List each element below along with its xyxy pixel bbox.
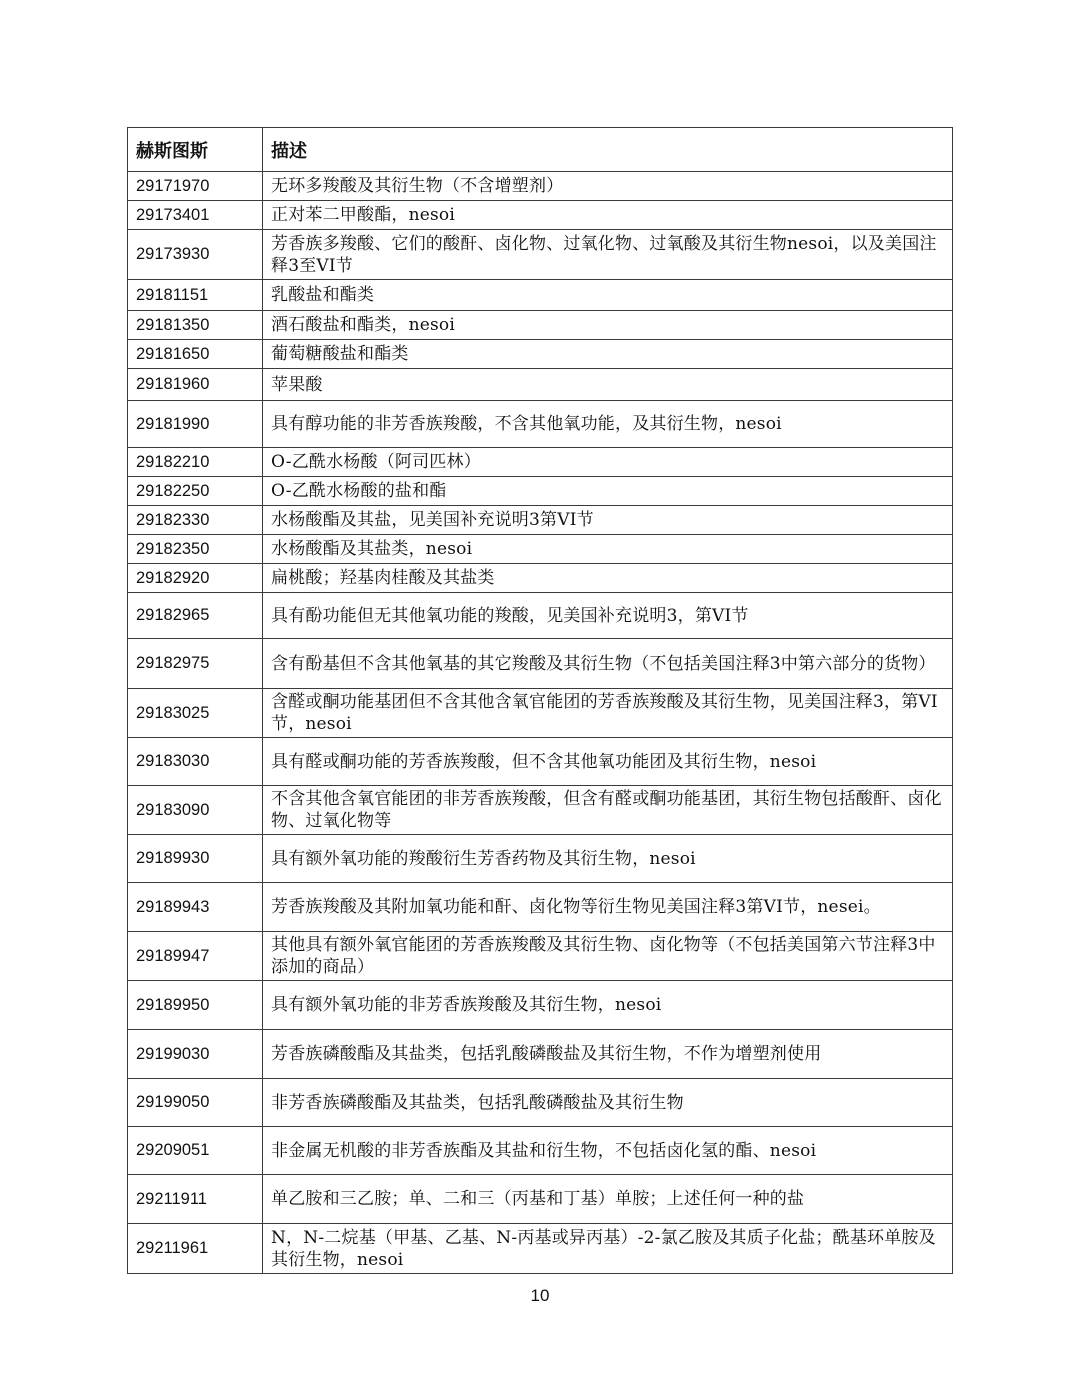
description-cell: 具有额外氧功能的非芳香族羧酸及其衍生物，nesoi <box>263 981 953 1030</box>
hts-code-cell: 29183090 <box>128 786 263 835</box>
hts-code-cell: 29189947 <box>128 932 263 981</box>
description-cell: 非金属无机酸的非芳香族酯及其盐和衍生物，不包括卤化氢的酯、nesoi <box>263 1127 953 1175</box>
hts-code-cell: 29211961 <box>128 1224 263 1274</box>
hts-code-cell: 29182330 <box>128 506 263 535</box>
table-row <box>128 639 953 689</box>
description-cell: 葡萄糖酸盐和酯类 <box>263 340 953 369</box>
description-cell: 其他具有额外氧官能团的芳香族羧酸及其衍生物、卤化物等（不包括美国第六节注释3中添加的商品） <box>263 932 953 981</box>
hts-code-cell: 29182250 <box>128 477 263 506</box>
description-cell: N，N-二烷基（甲基、乙基、N-丙基或异丙基）-2-氯乙胺及其质子化盐；酰基环单胺及其衍生物，nesoi <box>263 1224 953 1274</box>
hts-code-cell: 29189950 <box>128 981 263 1030</box>
hts-code-cell: 29211911 <box>128 1175 263 1224</box>
hts-code-cell: 29199030 <box>128 1030 263 1079</box>
hts-code-cell: 29181960 <box>128 369 263 401</box>
description-cell: 酒石酸盐和酯类，nesoi <box>263 311 953 340</box>
description-cell: 正对苯二甲酸酯，nesoi <box>263 201 953 230</box>
hts-code-cell: 29183030 <box>128 738 263 786</box>
hts-code-table <box>127 127 953 1274</box>
hts-code-cell: 29181151 <box>128 280 263 311</box>
table-row <box>128 981 953 1030</box>
table-row <box>128 535 953 564</box>
description-cell: O-乙酰水杨酸（阿司匹林） <box>263 448 953 477</box>
description-cell: 水杨酸酯及其盐，见美国补充说明3第VI节 <box>263 506 953 535</box>
description-cell: 水杨酸酯及其盐类，nesoi <box>263 535 953 564</box>
description-cell: 扁桃酸；羟基肉桂酸及其盐类 <box>263 564 953 593</box>
description-cell: 芳香族磷酸酯及其盐类，包括乳酸磷酸盐及其衍生物，不作为增塑剂使用 <box>263 1030 953 1079</box>
hts-code-cell: 29182975 <box>128 639 263 689</box>
header-hts-code: 赫斯图斯 <box>128 128 263 172</box>
table-row <box>128 230 953 280</box>
description-cell: 不含其他含氧官能团的非芳香族羧酸，但含有醛或酮功能基团，其衍生物包括酸酐、卤化物、过氧化物等 <box>263 786 953 835</box>
table-row <box>128 506 953 535</box>
hts-code-cell: 29183025 <box>128 689 263 738</box>
table-row <box>128 1030 953 1079</box>
table-row <box>128 883 953 932</box>
table-row <box>128 401 953 448</box>
hts-code-cell: 29182965 <box>128 593 263 639</box>
description-cell: 含醛或酮功能基团但不含其他含氧官能团的芳香族羧酸及其衍生物，见美国注释3，第VI节，nesoi <box>263 689 953 738</box>
hts-code-cell: 29181350 <box>128 311 263 340</box>
table-row <box>128 932 953 981</box>
description-cell: 具有酚功能但无其他氧功能的羧酸，见美国补充说明3，第VI节 <box>263 593 953 639</box>
table-row <box>128 738 953 786</box>
description-cell: 苹果酸 <box>263 369 953 401</box>
hts-code-cell: 29189943 <box>128 883 263 932</box>
description-cell: 含有酚基但不含其他氧基的其它羧酸及其衍生物（不包括美国注释3中第六部分的货物） <box>263 639 953 689</box>
table-row <box>128 477 953 506</box>
header-description: 描述 <box>263 128 953 172</box>
description-cell: 单乙胺和三乙胺；单、二和三（丙基和丁基）单胺；上述任何一种的盐 <box>263 1175 953 1224</box>
table-row <box>128 835 953 883</box>
hts-code-cell: 29209051 <box>128 1127 263 1175</box>
table-row <box>128 201 953 230</box>
description-cell: 无环多羧酸及其衍生物（不含增塑剂） <box>263 172 953 201</box>
table-row <box>128 280 953 311</box>
description-cell: 芳香族羧酸及其附加氧功能和酐、卤化物等衍生物见美国注释3第VI节，nesei。 <box>263 883 953 932</box>
table-row <box>128 786 953 835</box>
hts-code-cell: 29181650 <box>128 340 263 369</box>
hts-code-cell: 29199050 <box>128 1079 263 1127</box>
description-cell: O-乙酰水杨酸的盐和酯 <box>263 477 953 506</box>
hts-code-cell: 29182350 <box>128 535 263 564</box>
hts-code-cell: 29181990 <box>128 401 263 448</box>
table-row <box>128 564 953 593</box>
table-row <box>128 1175 953 1224</box>
hts-code-cell: 29171970 <box>128 172 263 201</box>
description-cell: 芳香族多羧酸、它们的酸酐、卤化物、过氧化物、过氧酸及其衍生物nesoi，以及美国注释3至VI节 <box>263 230 953 280</box>
table-row <box>128 369 953 401</box>
hts-code-cell: 29173930 <box>128 230 263 280</box>
table-row <box>128 172 953 201</box>
description-cell: 乳酸盐和酯类 <box>263 280 953 311</box>
hts-code-cell: 29182210 <box>128 448 263 477</box>
table-row <box>128 1079 953 1127</box>
description-cell: 非芳香族磷酸酯及其盐类，包括乳酸磷酸盐及其衍生物 <box>263 1079 953 1127</box>
table-row <box>128 593 953 639</box>
page-number: 10 <box>530 1286 550 1305</box>
description-cell: 具有额外氧功能的羧酸衍生芳香药物及其衍生物，nesoi <box>263 835 953 883</box>
hts-code-cell: 29182920 <box>128 564 263 593</box>
hts-code-cell: 29173401 <box>128 201 263 230</box>
table-body <box>128 172 953 1274</box>
table-row <box>128 1224 953 1274</box>
table-header-row <box>128 128 953 172</box>
description-cell: 具有醇功能的非芳香族羧酸，不含其他氧功能，及其衍生物，nesoi <box>263 401 953 448</box>
table-row <box>128 311 953 340</box>
hts-code-cell: 29189930 <box>128 835 263 883</box>
table-row <box>128 340 953 369</box>
table-row <box>128 689 953 738</box>
description-cell: 具有醛或酮功能的芳香族羧酸，但不含其他氧功能团及其衍生物，nesoi <box>263 738 953 786</box>
table-row <box>128 1127 953 1175</box>
table-row <box>128 448 953 477</box>
